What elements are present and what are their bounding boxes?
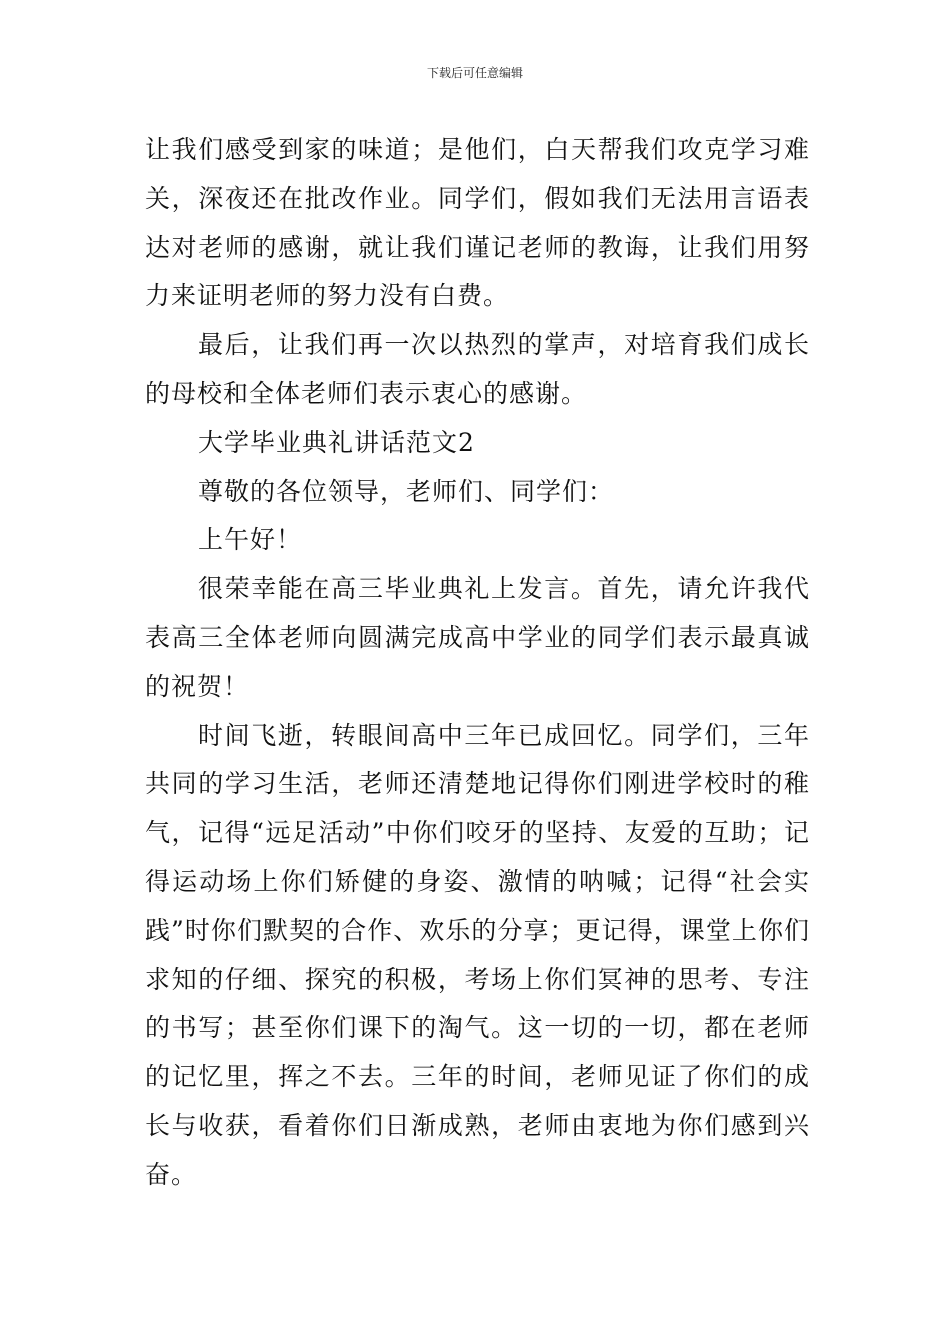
document-body bbox=[145, 126, 810, 1200]
paragraph-opening: 很荣幸能在高三毕业典礼上发言。首先，请允许我代表高三全体老师向圆满完成高中学业的同学们表示最真诚的祝贺！ bbox=[145, 574, 810, 701]
paragraph-closing-thanks: 最后，让我们再一次以热烈的掌声，对培育我们成长的母校和全体老师们表示衷心的感谢。 bbox=[145, 330, 810, 408]
section-title: 大学毕业典礼讲话范文2 bbox=[198, 427, 475, 457]
salutation: 尊敬的各位领导，老师们、同学们： bbox=[198, 476, 615, 506]
greeting: 上午好！ bbox=[198, 525, 303, 555]
paragraph-continuation: 让我们感受到家的味道；是他们，白天帮我们攻克学习难关，深夜还在批改作业。同学们，假如我们无法用言语表达对老师的感谢，就让我们谨记老师的教诲，让我们用努力来证明老师的努力没有白费。 bbox=[145, 135, 810, 311]
paragraph-memories: 时间飞逝，转眼间高中三年已成回忆。同学们，三年共同的学习生活，老师还清楚地记得你们刚进学校时的稚气，记得“远足活动”中你们咬牙的坚持、友爱的互助；记得运动场上你们矫健的身姿、激情的呐喊；记得“社会实践”时你们默契的合作、欢乐的分享；更记得，课堂上你们求知的仔细、探究的积极，考场上你们冥神的思考、专注的书写；甚至你们课下的淘气。这一切的一切，都在老师的记忆里，挥之不去。三年的时间，老师见证了你们的成长与收获，看着你们日渐成熟，老师由衷地为你们感到兴奋。 bbox=[145, 720, 810, 1189]
page-header-caption: 下载后可任意编辑 bbox=[426, 66, 523, 80]
